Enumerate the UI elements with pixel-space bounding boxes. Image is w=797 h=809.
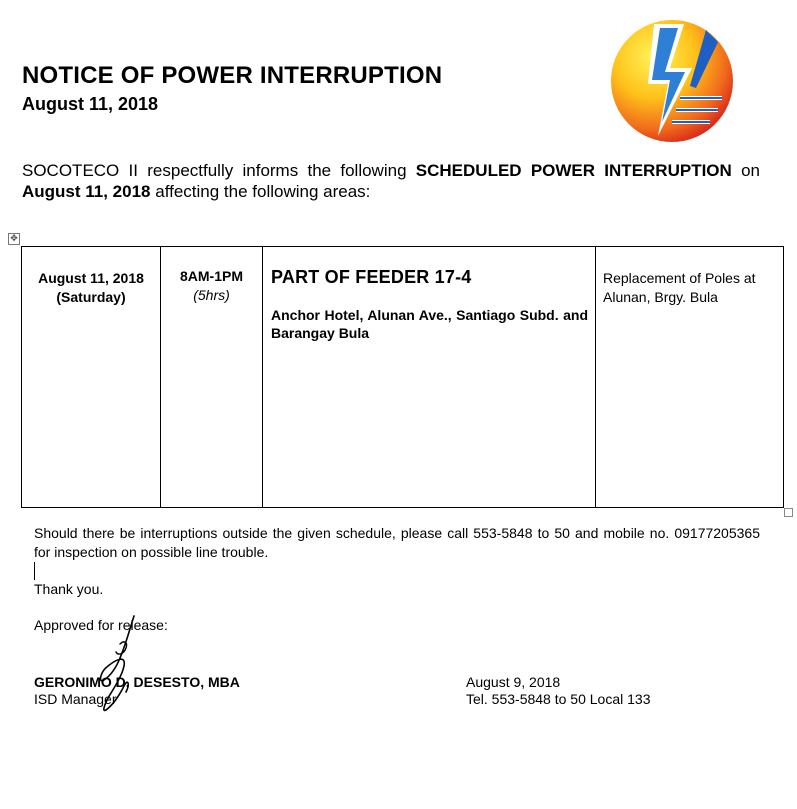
signing-date: August 9, 2018 xyxy=(466,674,561,690)
notice-title: NOTICE OF POWER INTERRUPTION xyxy=(22,62,443,89)
handwritten-signature xyxy=(90,614,160,714)
interruption-reason: Replacement of Poles at Alunan, Brgy. Bula xyxy=(603,270,756,305)
schedule-area-cell xyxy=(263,247,596,508)
schedule-table xyxy=(21,246,784,508)
intro-paragraph: SOCOTECO II respectfully informs the following SCHEDULED POWER INTERRUPTION on August 11, 2018 affecting the following areas: xyxy=(22,161,760,201)
table-row xyxy=(22,247,784,508)
schedule-reason-cell xyxy=(596,247,784,508)
telephone-number: Tel. 553-5848 to 50 Local 133 xyxy=(466,691,651,707)
signer-name: GERONIMO D. DESESTO, MBA xyxy=(34,674,240,690)
resize-handle-icon[interactable] xyxy=(784,508,793,517)
thanks-text: Thank you. xyxy=(34,581,104,597)
company-logo xyxy=(610,18,738,144)
schedule-day: (Saturday) xyxy=(56,289,126,305)
notice-date: August 11, 2018 xyxy=(22,94,159,114)
text-cursor xyxy=(34,562,35,580)
schedule-date-cell xyxy=(22,247,161,508)
schedule-time: 8AM-1PM xyxy=(179,268,243,284)
approved-text: Approved for release: xyxy=(34,617,168,633)
schedule-time-cell xyxy=(161,247,263,508)
schedule-duration: (5hrs) xyxy=(193,287,230,303)
feeder-label: PART OF FEEDER 17-4 xyxy=(271,267,472,287)
signer-title: ISD Manager xyxy=(34,691,117,707)
contact-note: Should there be interruptions outside the given schedule, please call 553-5848 to 50 and mobile no. 09177205365 for inspection on possible line trouble. xyxy=(34,525,760,560)
schedule-date: August 11, 2018 xyxy=(38,270,144,286)
move-handle-icon[interactable]: ✥ xyxy=(8,233,20,245)
affected-areas: Anchor Hotel, Alunan Ave., Santiago Subd. and Barangay Bula xyxy=(271,307,588,341)
